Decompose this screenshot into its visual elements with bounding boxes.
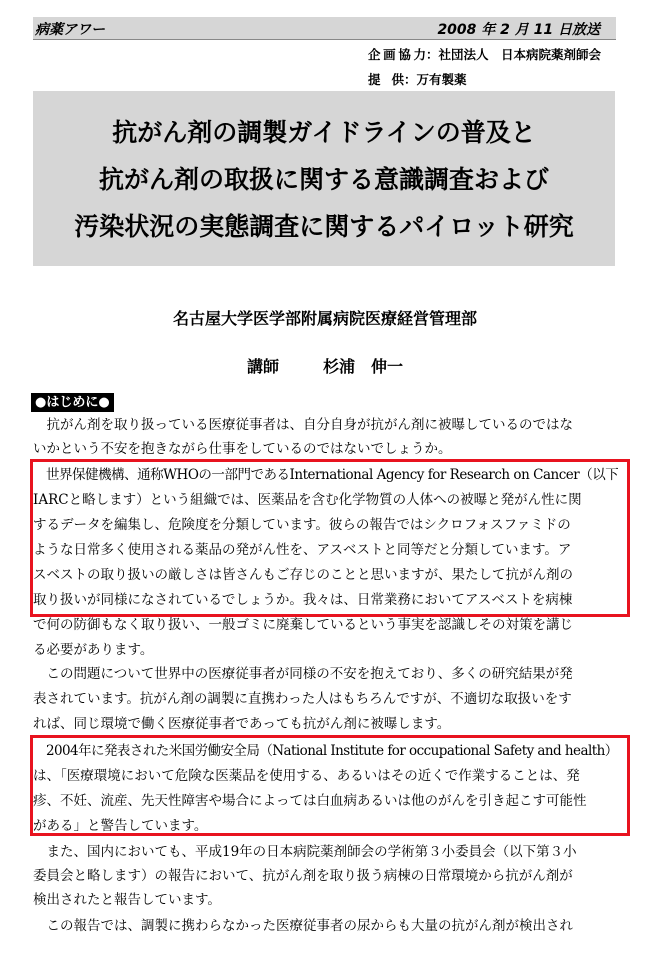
affiliation: 名古屋大学医学部附属病院医療経営管理部 <box>172 309 477 328</box>
planning-credit <box>368 45 601 63</box>
body-line: 表されています。抗がん剤の調製に直携わった人はもちろんですが、不適切な取扱いをす <box>33 691 572 707</box>
broadcast-date: 2008 年 2 月 11 日放送 <box>437 22 600 38</box>
body-line: いかという不安を抱きながら仕事をしているのではないでしょうか。 <box>33 441 452 457</box>
title-line-3: 汚染状況の実態調査に関するパイロット研究 <box>74 212 574 241</box>
lecturer-name: 杉浦 伸一 <box>323 357 404 376</box>
body-line: 取り扱いが同様になされているでしょうか。我々は、日常業務においてアスベストを病棟 <box>33 592 573 608</box>
body-line: スベストの取り扱いの厳しさは皆さんもご存じのことと思いますが、果たして抗がん剤の <box>33 567 573 583</box>
body-line: ような日常多く使用される薬品の発がん性を、アスベストと同等だと分類しています。ア <box>33 542 572 558</box>
title-box <box>33 91 615 266</box>
body-line: IARCと略します）という組織では、医薬品を含む化学物質の人体への被曝と発がん性に関 <box>33 492 582 508</box>
body-line: る必要があります。 <box>33 642 154 658</box>
body-line: また、国内においても、平成19年の日本病院薬剤師会の学術第３小委員会（以下第３小 <box>33 844 577 860</box>
body-line: この報告では、調製に携わらなかった医療従事者の尿からも大量の抗がん剤が検出され <box>33 918 573 934</box>
body-line: で何の防御もなく取り扱い、一般ゴミに廃棄しているという事実を認識しその対策を講じ <box>33 617 573 633</box>
body-line: 委員会と略します）の報告において、抗がん剤を取り扱う病棟の日常環境から抗がん剤が <box>33 868 573 884</box>
section-heading: ●はじめに● <box>31 393 114 412</box>
body-line: 検出されたと報告しています。 <box>33 892 221 908</box>
body-line: は、「医療環境において危険な医薬品を使用する、あるいはその近くで作業することは、発 <box>33 768 580 784</box>
highlight-box-iarc <box>30 459 630 617</box>
body-line: 疹、不妊、流産、先天性障害や場合によっては白血病あるいは他のがんを引き起こす可能性 <box>33 793 587 809</box>
planning-value: ：社団法人 日本病院薬剤師会 <box>426 47 602 62</box>
program-name: 病薬アワー <box>35 22 105 38</box>
body-line: れば、同じ環境で働く医療従事者であっても抗がん剤に被曝します。 <box>33 716 451 732</box>
body-line: この問題について世界中の医療従事者が同様の不安を抱えており、多くの研究結果が発 <box>33 666 573 682</box>
provider-credit <box>368 70 467 88</box>
provider-value: ：万有製薬 <box>404 72 467 87</box>
body-line: がある」と警告しています。 <box>33 818 208 834</box>
provider-label: 提供 <box>368 72 404 87</box>
header-bar <box>33 17 616 40</box>
title-line-1: 抗がん剤の調製ガイドラインの普及と <box>112 118 536 147</box>
title-line-2: 抗がん剤の取扱に関する意識調査および <box>98 165 549 194</box>
body-line: するデータを編集し、危険度を分類しています。彼らの報告ではシクロフォスファミドの <box>33 517 571 533</box>
body-line: 抗がん剤を取り扱っている医療従事者は、自分自身が抗がん剤に被曝しているのではな <box>33 417 573 433</box>
body-line: 2004年に発表された米国労働安全局（National Institute for occupational Safety and health） <box>33 743 618 759</box>
body-line: 世界保健機構、通称WHOの一部門であるInternational Agency for Research on Cancer（以下 <box>33 467 618 483</box>
planning-label: 企画協力 <box>368 47 426 62</box>
highlight-box-niosh <box>30 735 630 836</box>
lecturer-role: 講師 <box>246 357 279 376</box>
lecturer <box>0 354 650 377</box>
